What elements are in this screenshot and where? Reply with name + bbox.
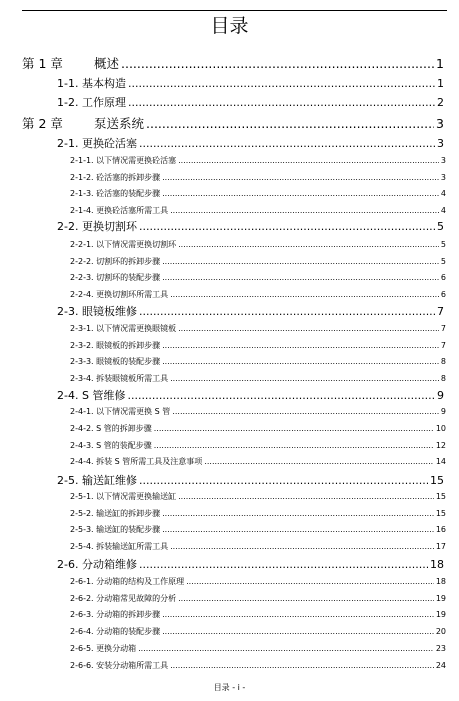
dot-leader	[138, 643, 434, 654]
section-number: 2-3-4.	[70, 374, 97, 383]
toc-entry-label	[70, 406, 170, 417]
page-number: 18	[435, 577, 446, 586]
section-number: 2-1-3.	[70, 189, 97, 198]
page-number: 19	[435, 594, 446, 603]
dot-leader	[170, 373, 439, 384]
toc-entry-label	[70, 205, 168, 216]
toc-entry-label	[70, 256, 160, 267]
page-number: 2	[437, 96, 444, 109]
toc-entry-label	[70, 524, 160, 535]
section-title: 拆装 S 管所需工具及注意事项	[96, 457, 203, 466]
page-number: 18	[430, 558, 444, 571]
page-number: 12	[435, 441, 446, 450]
toc-entry-label	[70, 188, 160, 199]
dot-leader	[128, 96, 435, 110]
toc-entry[interactable]	[57, 305, 444, 319]
section-number: 2-6-2.	[70, 594, 97, 603]
section-title: 更换砼活塞所需工具	[96, 206, 169, 215]
section-title: 拆装输送缸所需工具	[96, 542, 169, 551]
section-title: 输送缸的拆卸步骤	[96, 509, 161, 518]
dot-leader	[162, 188, 439, 199]
toc-entry-label	[70, 272, 160, 283]
dot-leader	[139, 474, 428, 488]
page-number: 20	[435, 627, 446, 636]
page-number: 14	[435, 457, 446, 466]
dot-leader	[170, 205, 439, 216]
toc-entry-label	[70, 643, 136, 654]
toc-entry-label	[70, 356, 160, 367]
dot-leader	[178, 239, 439, 250]
toc-entry-label	[70, 541, 168, 552]
dot-leader	[162, 626, 434, 637]
toc-entry[interactable]	[57, 220, 444, 234]
section-number: 2-5-3.	[70, 525, 97, 534]
page-number: 5	[440, 257, 446, 266]
page-number: 4	[440, 206, 446, 215]
section-number: 2-5-4.	[70, 542, 97, 551]
toc-entry-label	[57, 77, 126, 91]
section-number: 2-2-3.	[70, 273, 97, 282]
section-number: 2-6-4.	[70, 627, 97, 636]
toc-entry-label	[70, 456, 202, 467]
section-number: 2-6-3.	[70, 610, 97, 619]
page-number: 16	[435, 525, 446, 534]
dot-leader	[154, 423, 434, 434]
section-title: 分动箱常见故障的分析	[96, 594, 177, 603]
section-title: 以下情况需更换切割环	[96, 240, 177, 249]
toc-entry[interactable]	[22, 56, 444, 72]
section-number: 2-3-3.	[70, 357, 97, 366]
section-title: 更换切割环所需工具	[96, 290, 169, 299]
toc-entry[interactable]	[70, 172, 446, 183]
toc-entry-label	[57, 558, 137, 572]
toc-entry-label	[70, 440, 152, 451]
toc-entry-label	[70, 508, 160, 519]
section-title: 眼镜板的拆卸步骤	[96, 341, 161, 350]
section-number: 2-6-1.	[70, 577, 97, 586]
chapter-number: 第 2 章	[22, 116, 63, 131]
toc-entry-label	[22, 56, 119, 72]
dot-leader	[162, 508, 434, 519]
page-number: 3	[440, 156, 446, 165]
page-number: 1	[437, 77, 444, 90]
toc-entry[interactable]	[57, 96, 444, 110]
toc-entry[interactable]	[70, 524, 446, 535]
toc-entry[interactable]	[22, 116, 444, 132]
section-title: 分动箱的拆卸步骤	[96, 610, 161, 619]
page-number: 15	[430, 474, 444, 487]
page-number: 5	[440, 240, 446, 249]
dot-leader	[172, 406, 439, 417]
section-number: 1-2.	[57, 96, 82, 109]
section-number: 2-5-1.	[70, 492, 97, 501]
section-title: 分动箱维修	[81, 558, 137, 571]
section-number: 2-2-2.	[70, 257, 97, 266]
page-number: 15	[435, 509, 446, 518]
toc-entry[interactable]	[70, 456, 446, 467]
page-number: 3	[437, 137, 444, 150]
dot-leader	[121, 56, 434, 72]
page-number: 1	[436, 56, 444, 71]
toc-entry[interactable]	[70, 373, 446, 384]
page-number: 7	[440, 341, 446, 350]
section-title: 眼镜板维修	[81, 305, 137, 318]
toc-entry-label	[22, 116, 144, 132]
section-title: 更换砼活塞	[81, 137, 137, 150]
toc-entry[interactable]	[70, 423, 446, 434]
page-number: 15	[435, 492, 446, 501]
toc-entry-label	[70, 576, 184, 587]
toc-entry[interactable]	[57, 389, 444, 403]
section-number: 2-2.	[57, 220, 82, 233]
toc-entry[interactable]	[70, 508, 446, 519]
dot-leader	[162, 172, 439, 183]
section-title: 更换分动箱	[96, 644, 137, 653]
section-number: 2-1-1.	[70, 156, 97, 165]
section-title: 砼活塞的装配步骤	[96, 189, 161, 198]
toc-entry[interactable]	[70, 660, 446, 671]
page-number: 9	[440, 407, 446, 416]
section-title: S 管的拆卸步骤	[96, 424, 152, 433]
section-title: 切割环的拆卸步骤	[96, 257, 161, 266]
page-number: 10	[435, 424, 446, 433]
dot-leader	[139, 305, 435, 319]
page-number: 9	[437, 389, 444, 402]
toc-entry[interactable]	[70, 626, 446, 637]
toc-entry-label	[70, 239, 176, 250]
section-title: 以下情况需更换 S 管	[96, 407, 171, 416]
dot-leader	[128, 77, 435, 91]
dot-leader	[178, 323, 439, 334]
section-number: 2-4-2.	[70, 424, 97, 433]
dot-leader	[146, 116, 434, 132]
page-number: 8	[440, 374, 446, 383]
toc-entry[interactable]	[70, 356, 446, 367]
toc-entry[interactable]	[70, 491, 446, 502]
toc-entry-label	[57, 220, 137, 234]
toc-entry[interactable]	[70, 205, 446, 216]
toc-entry-label	[70, 626, 160, 637]
page-number: 17	[435, 542, 446, 551]
dot-leader	[162, 524, 434, 535]
page-number: 23	[435, 644, 446, 653]
page-number: 6	[440, 273, 446, 282]
toc-entry-label	[57, 305, 137, 319]
toc-entry[interactable]	[70, 289, 446, 300]
section-number: 2-4-1.	[70, 407, 97, 416]
section-title: 安装分动箱所需工具	[96, 661, 169, 670]
dot-leader	[162, 340, 439, 351]
section-title: 输送缸维修	[81, 474, 137, 487]
section-number: 2-3-1.	[70, 324, 97, 333]
toc-entry-label	[57, 474, 137, 488]
toc-entry[interactable]	[70, 155, 446, 166]
toc-entry[interactable]	[70, 340, 446, 351]
section-title: 以下情况需更换砼活塞	[96, 156, 177, 165]
section-title: 基本构造	[81, 77, 126, 90]
toc-entry[interactable]	[57, 77, 444, 91]
dot-leader	[178, 155, 439, 166]
toc-entry-label	[70, 289, 168, 300]
toc-entry-label	[70, 155, 176, 166]
section-title: 分动箱的结构及工作原理	[96, 577, 185, 586]
toc-entry-label	[70, 593, 176, 604]
section-title: S 管的装配步骤	[96, 441, 152, 450]
page-number: 7	[437, 305, 444, 318]
dot-leader	[162, 356, 439, 367]
page-number: 7	[440, 324, 446, 333]
chapter-number: 第 1 章	[22, 56, 63, 71]
section-title: S 管维修	[81, 389, 126, 402]
chapter-title: 泵送系统	[94, 116, 145, 131]
section-title: 分动箱的装配步骤	[96, 627, 161, 636]
page-number: 3	[440, 173, 446, 182]
dot-leader	[162, 256, 439, 267]
section-number: 2-5.	[57, 474, 82, 487]
toc-entry[interactable]	[70, 272, 446, 283]
page-number: 8	[440, 357, 446, 366]
section-title: 更换切割环	[81, 220, 137, 233]
section-number: 2-6-6.	[70, 661, 97, 670]
dot-leader	[139, 558, 428, 572]
dot-leader	[154, 440, 434, 451]
page-number: 6	[440, 290, 446, 299]
toc-entry[interactable]	[57, 558, 444, 572]
section-title: 切割环的装配步骤	[96, 273, 161, 282]
section-number: 2-1.	[57, 137, 82, 150]
toc-entry-label	[70, 323, 176, 334]
page-number: 19	[435, 610, 446, 619]
toc-entry[interactable]	[70, 541, 446, 552]
toc-entry-label	[70, 172, 160, 183]
section-title: 拆装眼镜板所需工具	[96, 374, 169, 383]
dot-leader	[170, 289, 439, 300]
section-number: 2-5-2.	[70, 509, 97, 518]
page-number: 5	[437, 220, 444, 233]
page-footer: 目录 - i -	[213, 683, 246, 692]
section-number: 2-1-2.	[70, 173, 97, 182]
toc-entry[interactable]	[70, 256, 446, 267]
toc-entry[interactable]	[70, 576, 446, 587]
section-number: 2-4.	[57, 389, 82, 402]
toc-entry[interactable]	[57, 474, 444, 488]
section-title: 输送缸的装配步骤	[96, 525, 161, 534]
dot-leader	[170, 660, 434, 671]
section-number: 1-1.	[57, 77, 82, 90]
toc-entry-label	[70, 609, 160, 620]
toc-entry[interactable]	[70, 440, 446, 451]
dot-leader	[170, 541, 434, 552]
section-number: 2-3-2.	[70, 341, 97, 350]
dot-leader	[139, 137, 435, 151]
toc-entry-label	[70, 423, 152, 434]
section-number: 2-2-4.	[70, 290, 97, 299]
toc-entry-label	[70, 491, 176, 502]
section-title: 以下情况需更换眼镜板	[96, 324, 177, 333]
dot-leader	[127, 389, 435, 403]
toc-entry-label	[70, 660, 168, 671]
page-title: 目录	[210, 15, 249, 37]
section-number: 2-1-4.	[70, 206, 97, 215]
dot-leader	[162, 272, 439, 283]
section-title: 以下情况需更换输送缸	[96, 492, 177, 501]
dot-leader	[162, 609, 434, 620]
chapter-title: 概述	[94, 56, 120, 71]
section-number: 2-4-3.	[70, 441, 97, 450]
toc-entry[interactable]	[57, 137, 444, 151]
section-number: 2-4-4.	[70, 457, 97, 466]
toc-entry[interactable]	[70, 239, 446, 250]
toc-entry-label	[70, 373, 168, 384]
section-number: 2-2-1.	[70, 240, 97, 249]
dot-leader	[204, 456, 434, 467]
page-number: 4	[440, 189, 446, 198]
toc-entry-label	[57, 96, 126, 110]
section-title: 砼活塞的拆卸步骤	[96, 173, 161, 182]
section-number: 2-6.	[57, 558, 82, 571]
section-title: 工作原理	[81, 96, 126, 109]
dot-leader	[186, 576, 434, 587]
toc-entry-label	[70, 340, 160, 351]
section-number: 2-3.	[57, 305, 82, 318]
dot-leader	[139, 220, 435, 234]
toc-entry[interactable]	[70, 643, 446, 654]
section-title: 眼镜板的装配步骤	[96, 357, 161, 366]
toc-entry[interactable]	[70, 323, 446, 334]
toc-entry[interactable]	[70, 593, 446, 604]
toc-entry[interactable]	[70, 609, 446, 620]
toc-entry[interactable]	[70, 188, 446, 199]
toc-entry-label	[57, 137, 137, 151]
page-number: 3	[436, 116, 444, 131]
toc-entry[interactable]	[70, 406, 446, 417]
dot-leader	[178, 593, 434, 604]
section-number: 2-6-5.	[70, 644, 97, 653]
dot-leader	[178, 491, 434, 502]
page-number: 24	[435, 661, 446, 670]
toc-entry-label	[57, 389, 125, 403]
header-rule	[22, 10, 447, 11]
